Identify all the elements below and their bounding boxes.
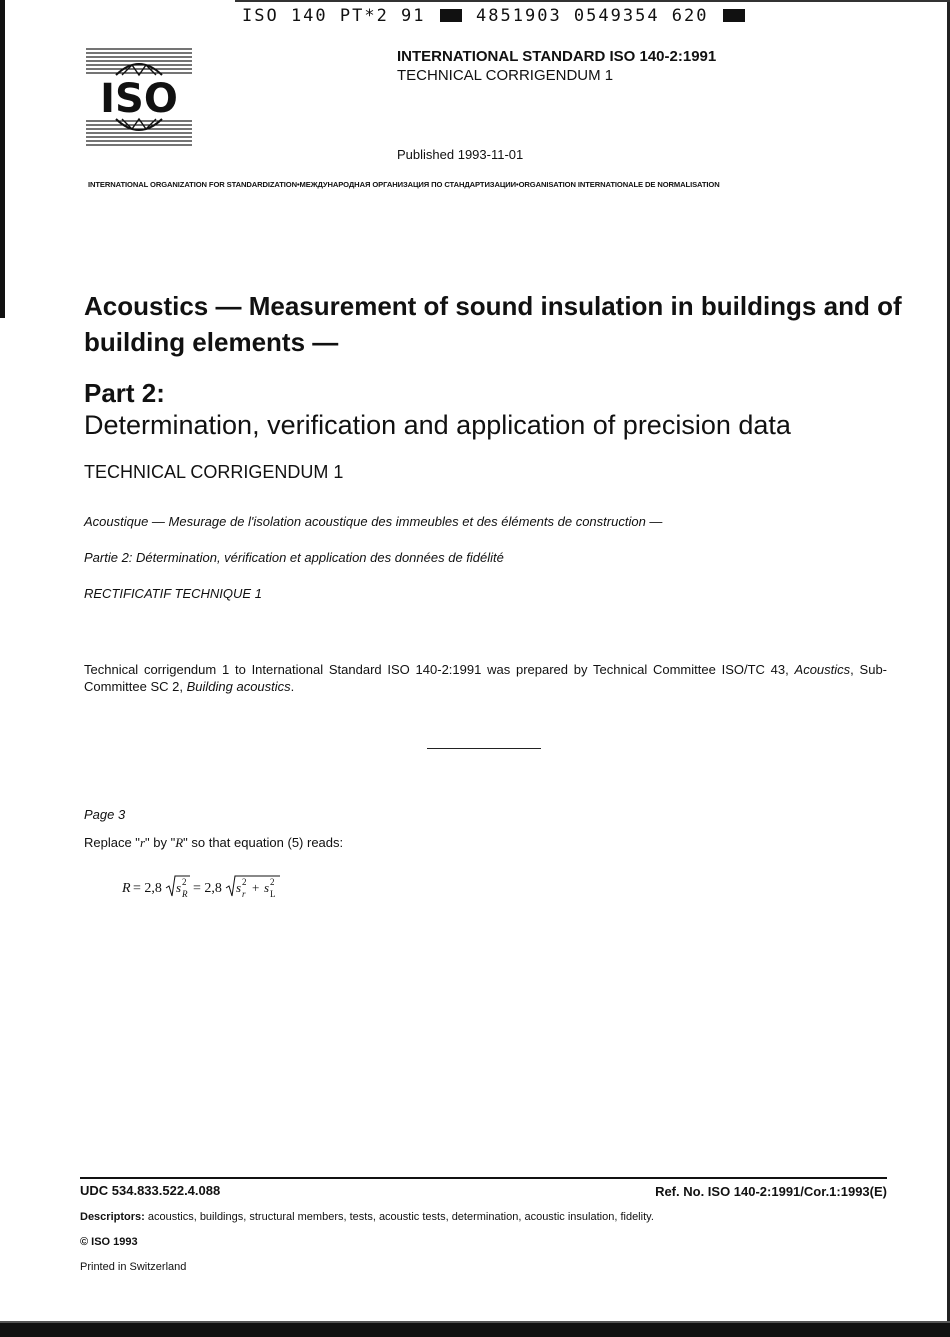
corrigendum-subtitle: TECHNICAL CORRIGENDUM 1: [397, 67, 614, 84]
footer-rule: [80, 1177, 887, 1179]
intro-subcommittee: Building acoustics: [186, 679, 291, 694]
standard-title: INTERNATIONAL STANDARD ISO 140-2:1991: [397, 48, 717, 65]
descriptors-line: [80, 1211, 654, 1223]
scan-edge-left: [0, 0, 5, 318]
scan-code-block-end: [723, 9, 745, 22]
scan-code-part2: 4851903 0549354 620: [476, 6, 709, 26]
eq-s3: s: [264, 880, 270, 895]
reference-number: Ref. No. ISO 140-2:1991/Cor.1:1993(E): [655, 1184, 887, 1199]
intro-text-b: , Sub-Committee SC 2,: [84, 662, 888, 694]
printed-in: Printed in Switzerland: [80, 1261, 187, 1273]
scan-edge-bottom: [0, 1323, 950, 1337]
eq-s3-sup: 2: [270, 877, 275, 887]
eq-s2-sup: 2: [242, 877, 247, 887]
eq-s1-sup: 2: [182, 877, 187, 887]
variable-old: r: [139, 835, 145, 850]
intro-text-c: .: [290, 679, 295, 694]
scan-code-part1: ISO 140 PT*2 91: [242, 6, 426, 26]
replace-text-b: " by ": [145, 835, 176, 850]
page-reference: Page 3: [84, 807, 126, 822]
replace-instruction: [84, 835, 343, 851]
eq-equals-2: = 2,8: [193, 881, 222, 896]
section-divider: [427, 748, 541, 749]
intro-paragraph: [84, 661, 887, 695]
equation-5: [120, 872, 300, 906]
iso-logo-text: ISO: [100, 76, 178, 122]
scan-code-block: [440, 9, 462, 22]
scan-header-code: [242, 6, 747, 26]
corrigendum-label: TECHNICAL CORRIGENDUM 1: [84, 462, 344, 482]
eq-plus: +: [252, 880, 260, 895]
eq-s2: s: [236, 880, 242, 895]
part-title: Determination, verification and application of precision data: [84, 410, 791, 440]
iso-logo: [86, 45, 192, 149]
organization-line: INTERNATIONAL ORGANIZATION FOR STANDARDIZATION•МЕЖДУНАРОДНАЯ ОРГАНИЗАЦИЯ ПО СТАНДАРТИЗАЦИИ•ORGANISATION INTERNATIONALE DE NORMALISATION: [88, 180, 720, 189]
replace-text-a: Replace ": [84, 835, 140, 850]
eq-s3-sub: L: [270, 889, 276, 899]
french-title: Acoustique — Mesurage de l'isolation acoustique des immeubles et des éléments de construction —: [84, 514, 663, 529]
document-main-title: Acoustics — Measurement of sound insulation in buildings and of building elements —: [84, 291, 902, 357]
udc-number: UDC 534.833.522.4.088: [80, 1183, 221, 1198]
replace-text-c: " so that equation (5) reads:: [183, 835, 344, 850]
eq-s1: s: [176, 880, 182, 895]
french-part-title: Partie 2: Détermination, vérification et application des données de fidélité: [84, 550, 504, 565]
intro-committee: Acoustics: [794, 662, 851, 677]
eq-s2-sub: r: [242, 889, 246, 899]
published-date: Published 1993-11-01: [397, 147, 524, 162]
french-corrigendum-label: RECTIFICATIF TECHNIQUE 1: [84, 586, 262, 601]
copyright: © ISO 1993: [80, 1236, 138, 1248]
descriptors-text: acoustics, buildings, structural members, tests, acoustic tests, determination, acoustic insulation, fidelity.: [144, 1211, 654, 1223]
eq-equals-1: = 2,8: [133, 881, 162, 896]
eq-s1-sub: R: [182, 889, 188, 899]
variable-new: R: [175, 835, 184, 850]
part-label: Part 2:: [84, 378, 165, 408]
eq-lhs: R: [122, 881, 131, 896]
scan-edge-top: [235, 0, 950, 2]
intro-text-a: Technical corrigendum 1 to International Standard ISO 140-2:1991 was prepared by Technical Committee ISO/TC 43,: [84, 662, 795, 677]
descriptors-label: Descriptors:: [80, 1211, 145, 1223]
